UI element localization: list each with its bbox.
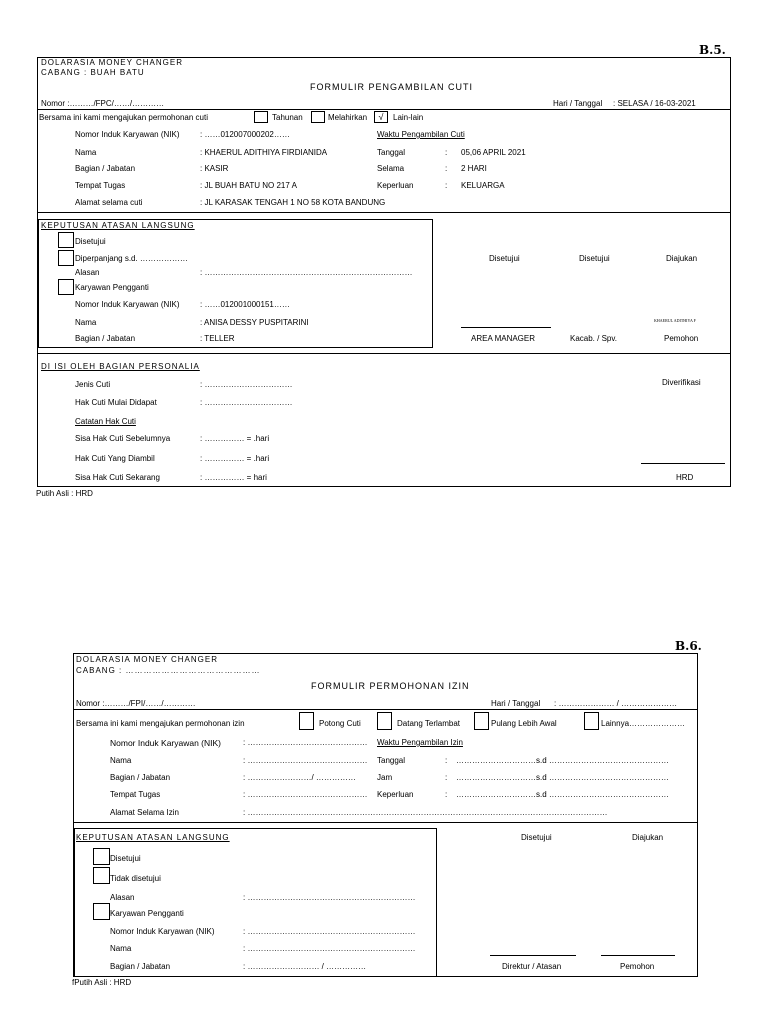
lain-label: Lain-lain (393, 113, 424, 122)
pengganti-nama-value: : ANISA DESSY PUSPITARINI (200, 318, 309, 327)
keputusan-title: KEPUTUSAN ATASAN LANGSUNG (41, 221, 195, 230)
signature-line (461, 327, 551, 328)
keperluan-colon: : (445, 181, 448, 190)
alasan-value: : …………………………………………………………………… (200, 268, 413, 277)
footer-note: Putih Asli : HRD (36, 489, 93, 498)
pulang-awal-checkbox[interactable] (474, 712, 489, 730)
form-number: Nomor :………/FPC/……/………… (41, 99, 165, 108)
date-value: : ………………… / ………………… (554, 699, 678, 708)
tempat-label: Tempat Tugas (75, 181, 126, 190)
datang-terlambat-checkbox[interactable] (377, 712, 392, 730)
hak-cuti-value: : …………………………… (200, 398, 293, 407)
datang-terlambat-label: Datang Terlambat (397, 719, 460, 728)
keperluan-label: Keperluan (377, 181, 414, 190)
sisa-sekarang-value: : …………… = hari (200, 473, 267, 482)
waktu-title: Waktu Pengambilan Cuti (377, 130, 465, 139)
hak-cuti-label: Hak Cuti Mulai Didapat (75, 398, 157, 407)
tahunan-checkbox[interactable] (254, 111, 268, 123)
pemohon-label: Pemohon (664, 334, 699, 343)
melahirkan-checkbox[interactable] (311, 111, 325, 123)
intro-text: Bersama ini kami mengajukan permohonan cuti (39, 113, 208, 122)
nama-value: : ……………………………………… (243, 756, 368, 765)
nama-label: Nama (75, 148, 97, 157)
form-code: B.6. (675, 639, 702, 653)
form-number: Nomor :………/FPI/……/………… (76, 699, 196, 708)
keperluan-colon: : (445, 790, 448, 799)
lain-checkbox[interactable]: √ (374, 111, 388, 123)
hak-diambil-label: Hak Cuti Yang Diambil (75, 454, 155, 463)
signature-line (490, 955, 576, 956)
selama-colon: : (445, 164, 448, 173)
intro-text: Bersama ini kami mengajukan permohonan izin (76, 719, 245, 728)
pengganti-jabatan-value: : TELLER (200, 334, 235, 343)
pengganti-jabatan-label: Bagian / Jabatan (110, 962, 171, 971)
jam-colon: : (445, 773, 448, 782)
keputusan-title: KEPUTUSAN ATASAN LANGSUNG (76, 833, 230, 842)
alasan-label: Alasan (75, 268, 100, 277)
tempat-value: : ……………………………………… (243, 790, 368, 799)
jam-value: …………………………s.d ……………………………………… (456, 773, 669, 782)
pemohon-label: Pemohon (620, 962, 655, 971)
tidak-disetujui-label: Tidak disetujui (110, 874, 161, 883)
signature-line (601, 955, 675, 956)
catatan-label: Catatan Hak Cuti (75, 417, 136, 426)
pengganti-nik-label: Nomor Induk Karyawan (NIK) (75, 300, 180, 309)
pulang-awal-label: Pulang Lebih Awal (491, 719, 557, 728)
potong-cuti-checkbox[interactable] (299, 712, 314, 730)
pengganti-jabatan-value: : ……………………… / …………… (243, 962, 367, 971)
divider (37, 212, 731, 213)
divider (37, 109, 731, 110)
jabatan-value: : KASIR (200, 164, 229, 173)
area-manager-label: AREA MANAGER (471, 334, 536, 343)
personalia-title: DI ISI OLEH BAGIAN PERSONALIA (41, 362, 200, 371)
pengganti-jabatan-label: Bagian / Jabatan (75, 334, 136, 343)
pengganti-label: Karyawan Pengganti (110, 909, 184, 918)
date-value: : SELASA / 16-03-2021 (613, 99, 696, 108)
alamat-value: : JL KARASAK TENGAH 1 NO 58 KOTA BANDUNG (200, 198, 386, 207)
sig-head-2: Disetujui (579, 254, 610, 263)
nama-label: Nama (110, 756, 132, 765)
divider (73, 822, 698, 823)
divider (73, 709, 698, 710)
nik-value: : ……………………………………… (243, 738, 368, 747)
form-title: FORMULIR PENGAMBILAN CUTI (310, 82, 474, 92)
sig-head-2: Diajukan (632, 833, 664, 842)
sisa-sekarang-label: Sisa Hak Cuti Sekarang (75, 473, 160, 482)
pengganti-nik-label: Nomor Induk Karyawan (NIK) (110, 927, 215, 936)
pengganti-nama-value: : ……………………………………………………… (243, 944, 416, 953)
keperluan-value: …………………………s.d ……………………………………… (456, 790, 669, 799)
nik-label: Nomor Induk Karyawan (NIK) (110, 738, 222, 748)
hrd-label: HRD (676, 473, 694, 482)
jam-label: Jam (377, 773, 393, 782)
tanggal-colon: : (445, 148, 448, 157)
date-label: Hari / Tanggal (491, 699, 541, 708)
sig-head-3: Diajukan (666, 254, 698, 263)
hak-diambil-value: : …………… = .hari (200, 454, 270, 463)
nama-value: : KHAERUL ADITHIYA FIRDIANIDA (200, 148, 328, 157)
nik-label: Nomor Induk Karyawan (NIK) (75, 130, 180, 139)
tempat-value: : JL BUAH BATU NO 217 A (200, 181, 297, 190)
disetujui-label: Disetujui (110, 854, 141, 863)
disetujui-checkbox[interactable] (58, 232, 74, 248)
pengganti-checkbox[interactable] (93, 903, 110, 920)
pengganti-checkbox[interactable] (58, 279, 74, 295)
tanggal-value: 05,06 APRIL 2021 (461, 148, 526, 157)
date-label: Hari / Tanggal (553, 99, 603, 108)
alamat-label: Alamat selama cuti (75, 198, 143, 207)
potong-cuti-label: Potong Cuti (319, 719, 361, 728)
jabatan-value: : ……………………/ …………… (243, 773, 356, 782)
tidak-disetujui-checkbox[interactable] (93, 867, 110, 884)
sisa-sebelumnya-label: Sisa Hak Cuti Sebelumnya (75, 434, 171, 443)
pengganti-nama-label: Nama (75, 318, 97, 327)
nik-value: : ……012007000202…… (200, 130, 290, 139)
keperluan-label: Keperluan (377, 790, 414, 799)
alamat-label: Alamat Selama Izin (110, 808, 179, 817)
alasan-label: Alasan (110, 893, 135, 902)
melahirkan-label: Melahirkan (328, 113, 368, 122)
branch-name: CABANG : ……………………………………… (76, 666, 261, 675)
disetujui-checkbox[interactable] (93, 848, 110, 865)
branch-name: CABANG : BUAH BATU (41, 68, 145, 77)
form-code: B.5. (699, 43, 726, 57)
tanggal-value: …………………………s.d ……………………………………… (456, 756, 669, 765)
jabatan-label: Bagian / Jabatan (110, 773, 171, 782)
pengganti-nama-label: Nama (110, 944, 132, 953)
sig-head-1: Disetujui (521, 833, 552, 842)
alasan-value: : ……………………………………………………… (243, 893, 416, 902)
diperpanjang-label: Diperpanjang s.d. ……………… (75, 254, 188, 263)
tahunan-label: Tahunan (272, 113, 303, 122)
company-name: DOLARASIA MONEY CHANGER (76, 655, 218, 664)
tanggal-colon: : (445, 756, 448, 765)
keperluan-value: KELUARGA (461, 181, 505, 190)
pengganti-nik-value: : ……………………………………………………… (243, 927, 416, 936)
tanggal-label: Tanggal (377, 148, 406, 157)
waktu-title: Waktu Pengambilan Izin (377, 738, 463, 747)
diverifikasi-label: Diverifikasi (662, 378, 701, 387)
company-name: DOLARASIA MONEY CHANGER (41, 58, 183, 67)
form-title: FORMULIR PERMOHONAN IZIN (311, 681, 470, 691)
jabatan-label: Bagian / Jabatan (75, 164, 136, 173)
signature: KHAERUL ADITHIYA F (654, 318, 696, 323)
tanggal-label: Tanggal (377, 756, 406, 765)
selama-label: Selama (377, 164, 405, 173)
hrd-signature-line (641, 463, 725, 464)
divider (37, 353, 731, 354)
sig-head-1: Disetujui (489, 254, 520, 263)
disetujui-label: Disetujui (75, 237, 106, 246)
direktur-label: Direktur / Atasan (502, 962, 562, 971)
tempat-label: Tempat Tugas (110, 790, 161, 799)
selama-value: 2 HARI (461, 164, 487, 173)
diperpanjang-checkbox[interactable] (58, 250, 74, 266)
lainnya-checkbox[interactable] (584, 712, 599, 730)
kacab-label: Kacab. / Spv. (570, 334, 617, 343)
keputusan-frame (74, 828, 437, 977)
jenis-cuti-label: Jenis Cuti (75, 380, 111, 389)
footer-note: fPutih Asli : HRD (72, 978, 132, 987)
lainnya-label: Lainnya………………… (601, 719, 686, 728)
sisa-sebelumnya-value: : …………… = .hari (200, 434, 270, 443)
pengganti-label: Karyawan Pengganti (75, 283, 149, 292)
jenis-cuti-value: : …………………………… (200, 380, 293, 389)
pengganti-nik-value: : ……012001000151…… (200, 300, 290, 309)
alamat-value: : ……………………………………………………………………………………………………………………… (243, 808, 608, 817)
